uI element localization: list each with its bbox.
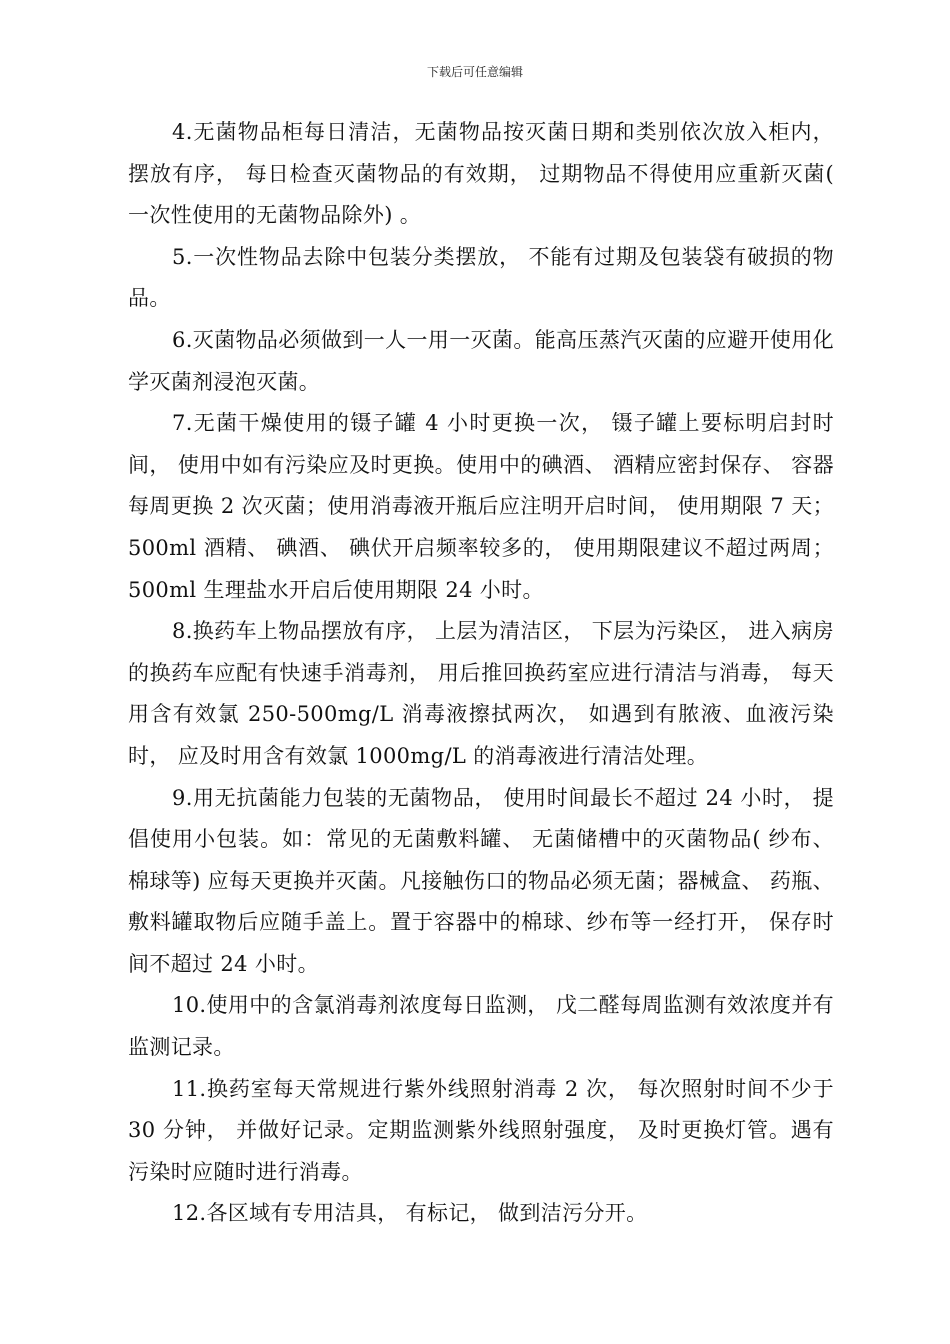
paragraph-item-5: 5.一次性物品去除中包装分类摆放， 不能有过期及包装袋有破损的物品。 [128,244,834,311]
paragraph-item-7: 7.无菌干燥使用的镊子罐 4 小时更换一次， 镊子罐上要标明启封时间， 使用中如有污染应及时更换。使用中的碘酒、 酒精应密封保存、 容器每周更换 2 次灭菌；使用消毒液开瓶后应注明开启时间， 使用期限 7 天；500ml 酒精、 碘酒、 碘伏开启频率较多的， 使用期限建议不超过两周；500ml 生理盐水开启后使用期限 24 小时。 [128,411,834,602]
paragraph-item-11: 11.换药室每天常规进行紫外线照射消毒 2 次， 每次照射时间不少于 30 分钟， 并做好记录。定期监测紫外线照射强度， 及时更换灯管。遇有污染时应随时进行消毒。 [128,1076,834,1184]
paragraph-item-8: 8.换药车上物品摆放有序， 上层为清洁区， 下层为污染区， 进入病房的换药车应配有快速手消毒剂， 用后推回换药室应进行清洁与消毒， 每天用含有效氯 250-500mg/L 消毒液擦拭两次， 如遇到有脓液、血液污染时， 应及时用含有效氯 1000mg/L 的消毒液进行清洁处理。 [128,619,834,768]
paragraph-item-12: 12.各区域有专用洁具， 有标记， 做到洁污分开。 [172,1201,648,1226]
paragraph-item-6: 6.灭菌物品必须做到一人一用一灭菌。能高压蒸汽灭菌的应避开使用化学灭菌剂浸泡灭菌。 [128,327,834,394]
page-header: 下载后可任意编辑 [426,65,523,79]
paragraph-item-9: 9.用无抗菌能力包装的无菌物品， 使用时间最长不超过 24 小时， 提倡使用小包装。如：常见的无菌敷料罐、 无菌储槽中的灭菌物品( 纱布、 棉球等) 应每天更换并灭菌。凡接触伤口的物品必须无菌；器械盒、 药瓶、 敷料罐取物后应随手盖上。置于容器中的棉球、纱布等一经打开， 保存时间不超过 24 小时。 [128,785,834,976]
document-body [128,112,834,1235]
paragraph-item-10: 10.使用中的含氯消毒剂浓度每日监测， 戊二醛每周监测有效浓度并有监测记录。 [128,993,834,1060]
paragraph-item-4: 4.无菌物品柜每日清洁，无菌物品按灭菌日期和类别依次放入柜内， 摆放有序， 每日检查灭菌物品的有效期， 过期物品不得使用应重新灭菌( 一次性使用的无菌物品除外) 。 [128,120,834,228]
